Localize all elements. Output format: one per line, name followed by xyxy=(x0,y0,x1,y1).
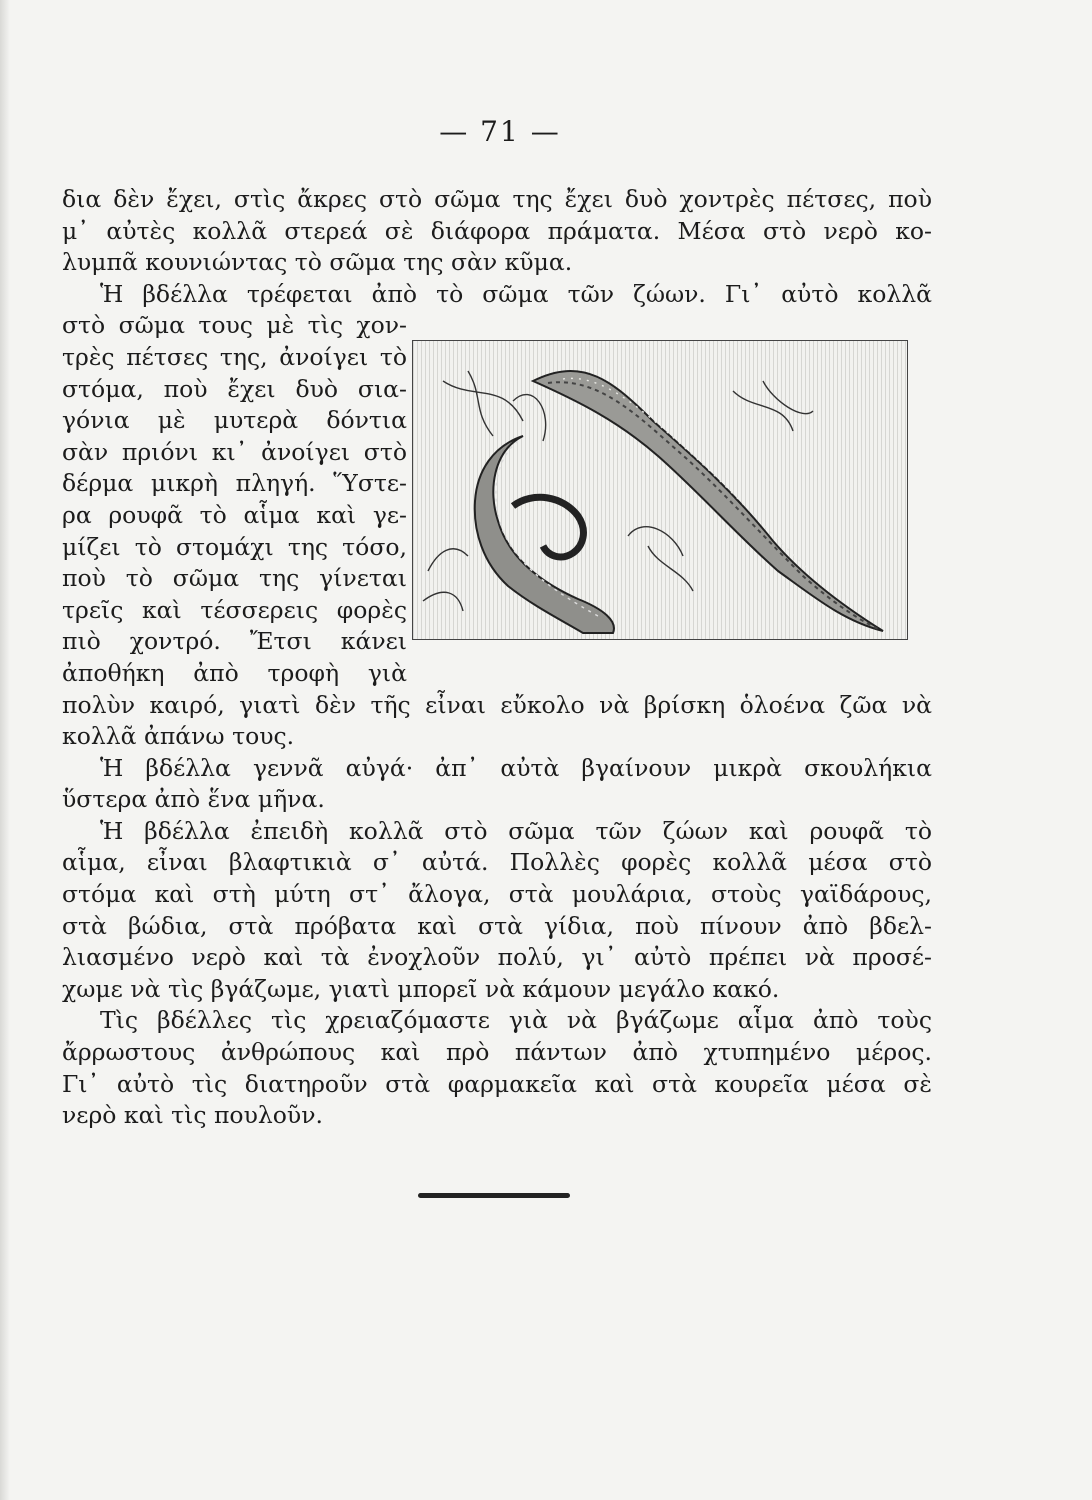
leech-large xyxy=(533,371,883,631)
text-line: τρὲς πέτσες της, ἀνοίγει τὸ xyxy=(62,342,407,371)
text-line: μ᾿ αὐτὲς κολλᾶ στερεά σὲ διάφορα πράματα. Μέσα στὸ νερὸ κο- xyxy=(62,216,932,245)
text-line: σὰν πριόνι κι᾿ ἀνοίγει στὸ xyxy=(62,437,407,466)
text-line: ποὺ τὸ σῶμα της γίνεται xyxy=(62,564,407,593)
text-line: μίζει τὸ στομάχι της τόσο, xyxy=(62,532,407,561)
text-line: ὕστερα ἀπὸ ἕνα μῆνα. xyxy=(62,785,325,814)
text-line: στὰ βώδια, στὰ πρόβατα καὶ στὰ γίδια, ποὺ πίνουν ἀπὸ βδελ- xyxy=(62,911,932,940)
text-line: κολλᾶ ἀπάνω τους. xyxy=(62,722,295,751)
section-rule xyxy=(418,1193,570,1198)
text-line: στόμα καὶ στὴ μύτη στ᾿ ἄλογα, στὰ μουλάρια, στοὺς γαϊδάρους, xyxy=(62,880,932,909)
text-line: αἷμα, εἶναι βλαφτικιὰ σ᾿ αὐτά. Πολλὲς φορὲς κολλᾶ μέσα στὸ xyxy=(62,848,932,877)
text-line: στόμα, ποὺ ἔχει δυὸ σια- xyxy=(62,374,407,403)
page-edge xyxy=(0,0,10,1500)
text-line: πολὺν καιρό, γιατὶ δὲν τῆς εἶναι εὔκολο νὰ βρίσκη ὁλοένα ζῶα νὰ xyxy=(62,690,932,719)
text-line: δια δὲν ἔχει, στὶς ἄκρες στὸ σῶμα της ἔχει δυὸ χοντρὲς πέτσες, ποὺ xyxy=(62,185,932,213)
leech-coiled xyxy=(475,436,614,633)
text-line: Τὶς βδέλλες τὶς χρειαζόμαστε γιὰ νὰ βγάζωμε αἷμα ἀπὸ τοὺς xyxy=(100,1006,932,1035)
text-line: χωμε νὰ τὶς βγάζωμε, γιατὶ μπορεῖ νὰ κάμουν μεγάλο κακό. xyxy=(62,974,780,1003)
body-text xyxy=(62,184,932,1132)
text-line: λιασμένο νερὸ καὶ τὰ ἐνοχλοῦν πολύ, γι᾿ αὐτὸ πρέπει νὰ προσέ- xyxy=(62,943,932,972)
text-line: νερὸ καὶ τὶς πουλοῦν. xyxy=(62,1101,323,1130)
text-line: πιὸ χοντρό. Ἔτσι κάνει xyxy=(62,627,407,656)
text-line: Γι᾿ αὐτὸ τὶς διατηροῦν στὰ φαρμακεῖα καὶ στὰ κουρεῖα μέσα σὲ xyxy=(62,1069,932,1098)
text-line: ἀποθήκη ἀπὸ τροφὴ γιὰ xyxy=(62,658,407,687)
text-line: στὸ σῶμα τους μὲ τὶς χον- xyxy=(62,311,407,340)
text-line: ρα ρουφᾶ τὸ αἷμα καὶ γε- xyxy=(62,500,407,529)
leech-drawing xyxy=(413,341,907,639)
leech-illustration xyxy=(412,340,908,640)
text-line: Ἡ βδέλλα ἐπειδὴ κολλᾶ στὸ σῶμα τῶν ζώων καὶ ρουφᾶ τὸ xyxy=(100,816,932,845)
text-line: τρεῖς καὶ τέσσερεις φορὲς xyxy=(62,595,407,624)
text-line: ἄρρωστους ἀνθρώπους καὶ πρὸ πάντων ἀπὸ χτυπημένο μέρος. xyxy=(62,1038,932,1067)
text-line: δέρμα μικρὴ πληγή. Ὕστε- xyxy=(62,469,407,498)
text-line: Ἡ βδέλλα γεννᾶ αὐγά· ἀπ᾿ αὐτὰ βγαίνουν μικρὰ σκουλήκια xyxy=(100,753,932,782)
text-line: λυμπᾶ κουνιώντας τὸ σῶμα της σὰν κῦμα. xyxy=(62,248,573,277)
page-number: — 71 — xyxy=(439,115,561,148)
text-line: Ἡ βδέλλα τρέφεται ἀπὸ τὸ σῶμα τῶν ζώων. Γι᾿ αὐτὸ κολλᾶ xyxy=(100,279,932,308)
text-line: γόνια μὲ μυτερὰ δόντια xyxy=(62,406,407,435)
